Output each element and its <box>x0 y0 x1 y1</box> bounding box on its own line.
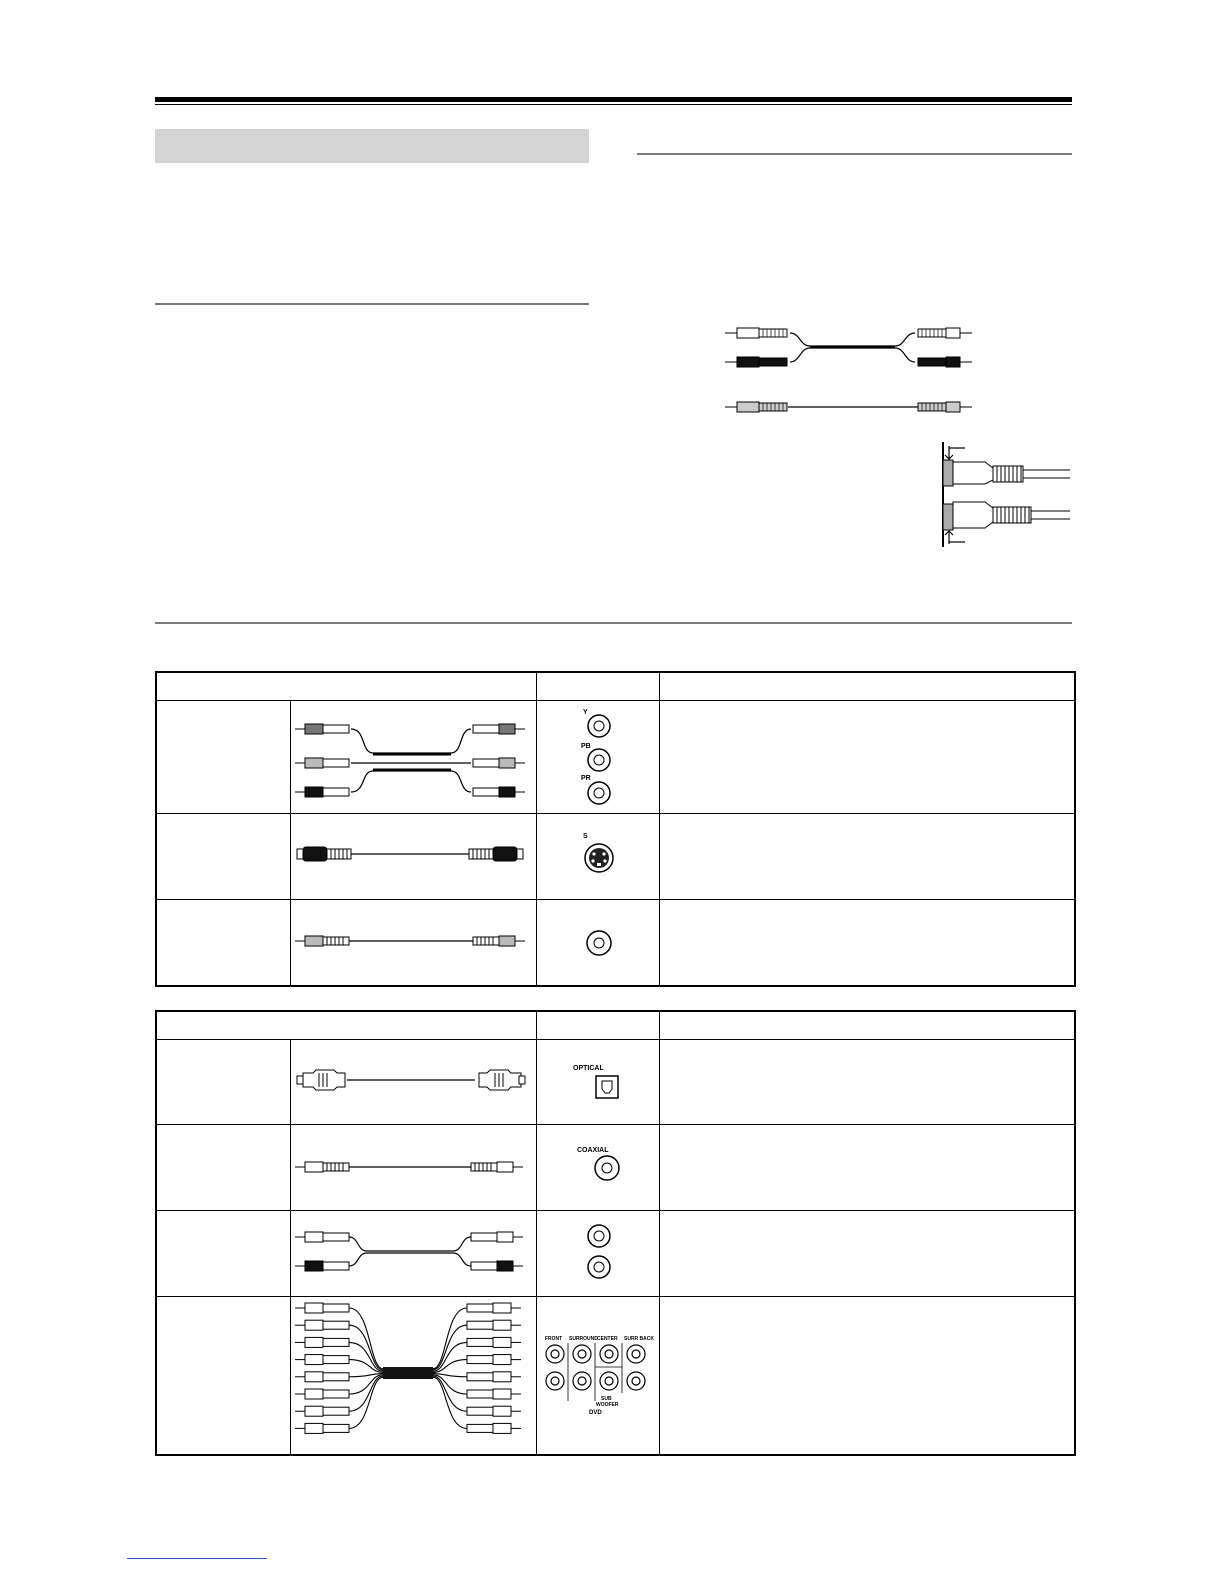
jack-cell <box>537 1125 660 1211</box>
jack-cell <box>537 1040 660 1125</box>
header-cable <box>156 1011 537 1040</box>
row-name-cell <box>156 701 291 814</box>
jack-cell <box>537 701 660 814</box>
multichannel-plug-part <box>323 1373 349 1381</box>
multichannel-plug-part <box>323 1390 349 1398</box>
cable-cell <box>291 814 537 900</box>
s-video-cable-icon <box>291 814 535 894</box>
description-cell <box>660 701 1076 814</box>
cable-cell <box>291 1125 537 1211</box>
header-description <box>660 1011 1076 1040</box>
video-connections-table <box>155 671 1076 987</box>
table-row <box>156 814 1075 900</box>
row-name-cell <box>156 1040 291 1125</box>
rca-cable-figure <box>720 318 980 418</box>
multichannel-plug-part <box>305 1303 323 1313</box>
multichannel-plug-part <box>323 1321 349 1329</box>
component-jacks-icon <box>537 701 659 808</box>
jack-label-surr-back: SURR BACK <box>624 1336 654 1342</box>
optical-cable-icon <box>291 1040 535 1119</box>
multichannel-plug-part <box>305 1372 323 1382</box>
jack-cell <box>537 900 660 987</box>
optical-jack-icon <box>537 1040 659 1119</box>
jack-label-woofer: WOOFER <box>596 1402 619 1408</box>
multichannel-plug-part <box>467 1356 493 1364</box>
multichannel-wire <box>349 1377 383 1428</box>
table-row <box>156 1125 1075 1211</box>
multichannel-plug-part <box>467 1390 493 1398</box>
jack-label-y: Y <box>583 709 588 716</box>
plug-insertion-icon <box>935 442 1070 547</box>
multichannel-plug-part <box>493 1320 511 1330</box>
composite-cable-icon <box>291 900 535 980</box>
description-cell <box>660 1040 1076 1125</box>
page-header-rule <box>155 97 1072 102</box>
description-cell <box>660 814 1076 900</box>
row-name-cell <box>156 1125 291 1211</box>
right-heading-rule <box>637 153 1072 155</box>
multichannel-plug-part <box>467 1338 493 1346</box>
component-cable-icon <box>291 705 535 805</box>
multichannel-plug-part <box>323 1338 349 1346</box>
jack-label-optical: OPTICAL <box>573 1065 604 1072</box>
multichannel-plug-part <box>305 1355 323 1365</box>
rca-cable-icon <box>720 318 980 418</box>
footer-link-underline[interactable] <box>127 1558 267 1559</box>
cable-cell <box>291 1211 537 1297</box>
table-row <box>156 1211 1075 1297</box>
jack-label-center: CENTER <box>597 1336 618 1342</box>
jack-cell <box>537 1211 660 1297</box>
audio-connections-table <box>155 1010 1076 1456</box>
multichannel-plug-part <box>493 1372 511 1382</box>
left-subheading-rule <box>155 303 589 305</box>
section-divider <box>155 622 1072 624</box>
jack-label-front: FRONT <box>545 1336 563 1342</box>
multichannel-plug-part <box>323 1407 349 1415</box>
description-cell <box>660 1297 1076 1456</box>
analog-audio-jacks-icon <box>537 1211 659 1291</box>
multichannel-plug-part <box>467 1407 493 1415</box>
table-row <box>156 701 1075 814</box>
row-name-cell <box>156 1297 291 1456</box>
multichannel-plug-part <box>323 1424 349 1432</box>
row-name-cell <box>156 1211 291 1297</box>
page-header-rule-thin <box>155 104 1072 105</box>
cable-cell <box>291 701 537 814</box>
jack-label-pr: PR <box>581 775 591 782</box>
multichannel-plug-part <box>493 1337 511 1347</box>
description-cell <box>660 1125 1076 1211</box>
header-description <box>660 672 1076 701</box>
description-cell <box>660 1211 1076 1297</box>
row-name-cell <box>156 814 291 900</box>
cable-cell <box>291 900 537 987</box>
multichannel-plug-part <box>493 1355 511 1365</box>
table-row <box>156 1297 1075 1456</box>
multichannel-plug-part <box>467 1424 493 1432</box>
multichannel-plug-part <box>305 1389 323 1399</box>
jack-label-sub: SUB <box>601 1396 612 1402</box>
coaxial-cable-icon <box>291 1125 535 1205</box>
s-video-jack-icon <box>537 814 659 894</box>
rca-jack-icon <box>537 900 659 980</box>
header-jack <box>537 1011 660 1040</box>
multichannel-cable-icon <box>291 1297 535 1449</box>
jack-label-coaxial: COAXIAL <box>577 1147 609 1154</box>
multichannel-plug-part <box>493 1389 511 1399</box>
cable-cell <box>291 1297 537 1456</box>
multichannel-plug-part <box>493 1303 511 1313</box>
row-name-cell <box>156 900 291 987</box>
multichannel-plug-part <box>305 1406 323 1416</box>
coaxial-jack-icon <box>537 1125 659 1205</box>
multichannel-plug-part <box>467 1373 493 1381</box>
plug-insertion-figure <box>935 442 1070 547</box>
multichannel-plug-part <box>305 1320 323 1330</box>
multichannel-plug-part <box>493 1423 511 1433</box>
multichannel-plug-part <box>305 1337 323 1347</box>
section-heading-bar <box>155 129 589 163</box>
multichannel-plug-part <box>467 1304 493 1312</box>
multichannel-wire <box>433 1377 467 1428</box>
multichannel-plug-part <box>493 1406 511 1416</box>
header-jack <box>537 672 660 701</box>
analog-audio-cable-icon <box>291 1211 535 1291</box>
multichannel-plug-part <box>323 1304 349 1312</box>
cable-cell <box>291 1040 537 1125</box>
jack-cell <box>537 1297 660 1456</box>
jack-label-surround: SURROUND <box>569 1336 598 1342</box>
jack-label-dvd: DVD <box>589 1410 602 1416</box>
multichannel-jacks-icon <box>537 1297 659 1449</box>
table-header-row <box>156 672 1075 701</box>
description-cell <box>660 900 1076 987</box>
multichannel-plug-part <box>323 1356 349 1364</box>
table-header-row <box>156 1011 1075 1040</box>
table-row <box>156 900 1075 987</box>
multichannel-plug-part <box>467 1321 493 1329</box>
multichannel-plug-part <box>305 1423 323 1433</box>
header-cable <box>156 672 537 701</box>
jack-cell <box>537 814 660 900</box>
table-row <box>156 1040 1075 1125</box>
jack-label-s: S <box>583 833 588 840</box>
jack-label-pb: PB <box>581 743 591 750</box>
